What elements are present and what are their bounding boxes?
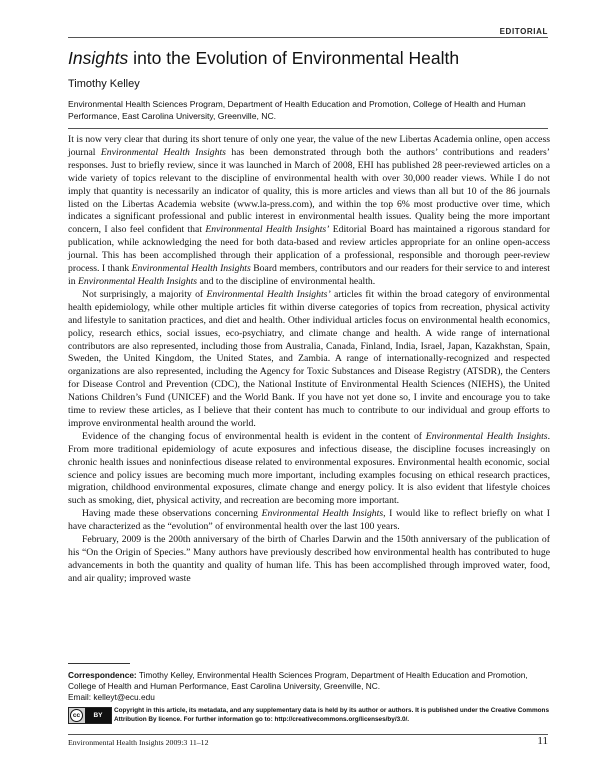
section-label: EDITORIAL [499, 27, 548, 36]
correspondence-label: Correspondence: [68, 670, 137, 680]
body-text: . From more traditional epidemiology of acute exposures and infectious disease, the discipline focuses increasingly on chronic health issues and noninfectious disease related to environmental exposures. Environmental health economic, social science and policy issues are becoming much more important, including examples focusing on ethical research practices, migration, childhood environmental exposures, climate change and energy policy. It is also evident that lifestyle choices such as smoking, diet, physical activity, and recreation are becoming more important. [68, 430, 550, 507]
journal-name-italic: Environmental Health Insights [261, 508, 384, 520]
body-text: Not surprisingly, a majority of [82, 288, 207, 300]
body-text: has been demonstrated through both the authors’ contributions and readers’ responses. Just to briefly review, since it was launched in March of 2008, EHI has published 28 peer-reviewed articles on a wide variety of topics relevant to the discipline of environmental health with over 30,000 reader views. While I do not imply that quantity is necessarily an indicator of quality, this is more articles and views than all but 10 of the 86 journals listed on the Libertas Academia website (www.la-press.com), and within the top 6% most productive over time, which indicates a significant professional and public interest in environmental health issues. Quality being the more important concern, I also feel confident that [68, 146, 550, 236]
author-affiliation: Environmental Health Sciences Program, Department of Health Education and Promotion, College of Health and Human Performance, East Carolina University, Greenville, NC. [68, 99, 526, 121]
body-text: Having made these observations concerning [82, 508, 262, 520]
license-text: Copyright in this article, its metadata, and any supplementary data is held by its author or authors. It is published under the Creative Commons Attribution By licence. For further information go to: http://creativecommons.org/licenses/by/3.0/. [114, 707, 550, 723]
correspondence-block [68, 670, 550, 703]
body-text: articles fit within the broad category of environmental health epidemiology, while other multiple articles fit within diverse categories of topics from recreation, physical activity and lifestyle to sanitation practices, and diet and health. Other individual articles focus on environmental health economics, policy, research ethics, social issues, eco-psychiatry, and climate change and health. A wide range of international contributors are also represented, including those from Australia, Canada, Finland, India, Israel, Japan, Kazakhstan, Spain, Sweden, the United Kingdom, the United States, and Zambia. A range of internationally-recognized and respected organizations are also represented, including the Agency for Toxic Substances and Disease Registry (ATSDR), the Centers for Disease Control and Prevention (CDC), the National Institute of Environmental Health Sciences (NIEHS), the United Nations Children’s Fund (UNICEF) and the World Bank. If you have not yet done so, I invite and encourage you to take time to review these articles, as I believe that their content has much to contribute to our individual and group efforts to improve environmental health around the world. [68, 288, 550, 429]
body-text: It is now very clear that during its short tenure of only one year, the value of the new Libertas Academia online, open access journal [68, 134, 550, 158]
body-paragraph [68, 534, 550, 586]
cc-by-icon: BY [85, 708, 111, 723]
header-rule [68, 37, 548, 38]
article-body [68, 134, 550, 586]
journal-name-italic: Environmental Health Insights [131, 263, 251, 275]
footer-rule [68, 734, 548, 735]
article-title [68, 48, 548, 68]
body-paragraph [68, 431, 550, 508]
journal-name-italic: Environmental Health Insights [425, 430, 548, 442]
journal-name-italic: Environmental Health Insights’ [206, 288, 331, 300]
body-paragraph [68, 134, 550, 289]
page-number: 11 [537, 735, 548, 747]
body-text: Board members, contributors and our readers for their service to and interest in [68, 263, 550, 287]
title-rest: into the Evolution of Environmental Health [128, 48, 460, 68]
body-rule [68, 128, 548, 129]
cc-circle-icon: cc [70, 709, 83, 722]
body-text: and to the discipline of environmental health. [197, 275, 376, 287]
author-name: Timothy Kelley [68, 78, 140, 90]
correspondence-email: Email: kelleyt@ecu.edu [68, 692, 155, 702]
body-text: Editorial Board has maintained a rigorous standard for publication, while acknowledging the need for both data-based and review articles appropriate for an online open-access journal. This has been accomplished through their application of a professional, responsible and thorough peer-review process. I thank [68, 224, 550, 275]
journal-name-italic: Environmental Health Insights [77, 275, 198, 287]
body-paragraph [68, 508, 550, 534]
journal-name-italic: Environmental Health Insights [100, 146, 226, 158]
correspondence-text: Timothy Kelley, Environmental Health Sciences Program, Department of Health Education and Promotion, College of Health and Human Performance, East Carolina University, Greenville, NC. [68, 670, 528, 691]
creative-commons-icon [68, 707, 112, 724]
body-text: , I would like to reflect briefly on what I have characterized as the “evolution” of environmental health over the last 100 years. [68, 508, 551, 533]
body-paragraph [68, 289, 550, 431]
footnote-rule [68, 663, 130, 664]
journal-reference: Environmental Health Insights 2009:3 11–12 [68, 738, 209, 747]
body-text: February, 2009 is the 200th anniversary of the birth of Charles Darwin and the 150th anniversary of the publication of his “On the Origin of Species.” Many authors have previously described how environmental health has contributed to huge advancements in both the quantity and quality of human life. This has been accomplished through improved water, food, and air quality; improved waste [68, 534, 550, 584]
title-italic: Insights [68, 48, 129, 68]
journal-name-italic: Environmental Health Insights’ [205, 224, 330, 236]
body-text: Evidence of the changing focus of environmental health is evident in the content of [82, 430, 426, 442]
